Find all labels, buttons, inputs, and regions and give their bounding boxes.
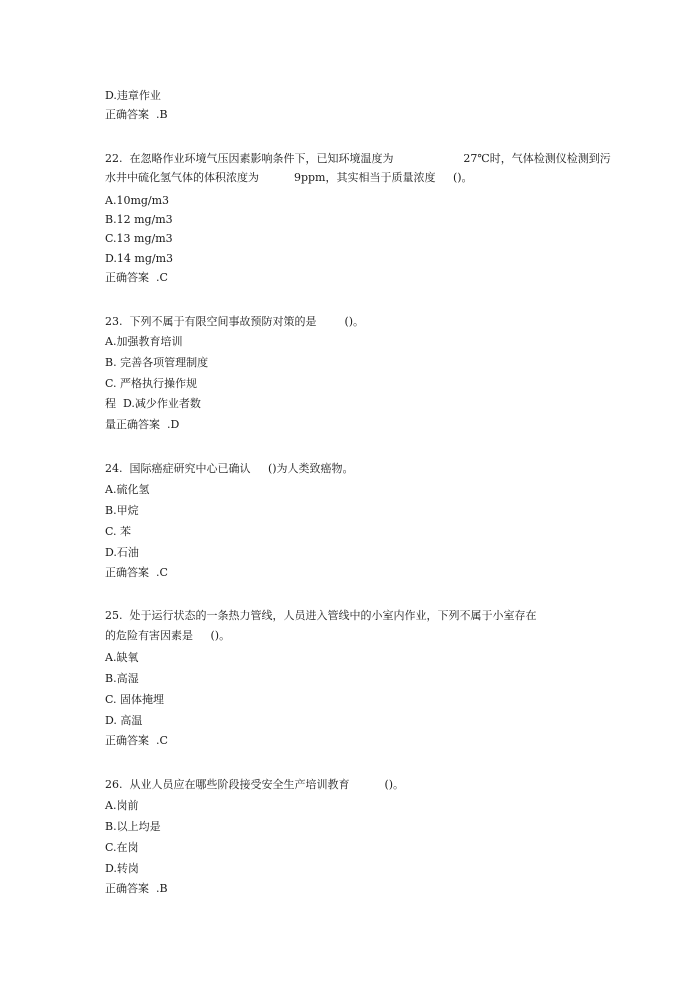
option-b: B.12 mg/m3 xyxy=(105,213,173,226)
option-c: C. 苯 xyxy=(105,525,132,538)
question-22-cont: 水井中硫化氢气体的体积浓度为 9ppm，其实相当于质量浓度 ()。 xyxy=(105,171,473,184)
option-d: D.违章作业 xyxy=(105,89,161,102)
answer: 量正确答案 .D xyxy=(105,418,180,431)
answer: 正确答案 .C xyxy=(105,271,168,284)
question-25-cont: 的危险有害因素是 ()。 xyxy=(105,629,231,642)
answer: 正确答案 .B xyxy=(105,108,168,121)
answer: 正确答案 .B xyxy=(105,882,168,895)
question-23: 23. 下列不属于有限空间事故预防对策的是 ()。 xyxy=(105,315,365,328)
option-b: B.甲烷 xyxy=(105,504,139,517)
option-d: D. 高温 xyxy=(105,714,143,727)
option-d: 程 D.减少作业者数 xyxy=(105,397,201,410)
option-b: B. 完善各项管理制度 xyxy=(105,356,209,369)
option-d: D.转岗 xyxy=(105,862,139,875)
option-a: A.10mg/m3 xyxy=(105,194,170,207)
option-a: A.硫化氢 xyxy=(105,483,150,496)
question-22: 22. 在忽略作业环境气压因素影响条件下，已知环境温度为 27℃时，气体检测仪检测到污 xyxy=(105,152,611,165)
answer: 正确答案 .C xyxy=(105,734,168,747)
option-c: C.在岗 xyxy=(105,841,139,854)
question-24: 24. 国际癌症研究中心已确认 ()为人类致癌物。 xyxy=(105,462,354,475)
question-26: 26. 从业人员应在哪些阶段接受安全生产培训教育 ()。 xyxy=(105,778,405,791)
option-d: D.石油 xyxy=(105,546,139,559)
option-a: A.加强教育培训 xyxy=(105,335,183,348)
option-c: C. 固体掩埋 xyxy=(105,693,165,706)
option-c: C.13 mg/m3 xyxy=(105,232,173,245)
option-a: A.缺氧 xyxy=(105,651,139,664)
option-b: B.以上均是 xyxy=(105,820,161,833)
question-25: 25. 处于运行状态的一条热力管线，人员进入管线中的小室内作业，下列不属于小室存在 xyxy=(105,609,537,622)
answer: 正确答案 .C xyxy=(105,566,168,579)
option-a: A.岗前 xyxy=(105,799,139,812)
option-c: C. 严格执行操作规 xyxy=(105,377,198,390)
option-b: B.高湿 xyxy=(105,672,139,685)
option-d: D.14 mg/m3 xyxy=(105,252,174,265)
